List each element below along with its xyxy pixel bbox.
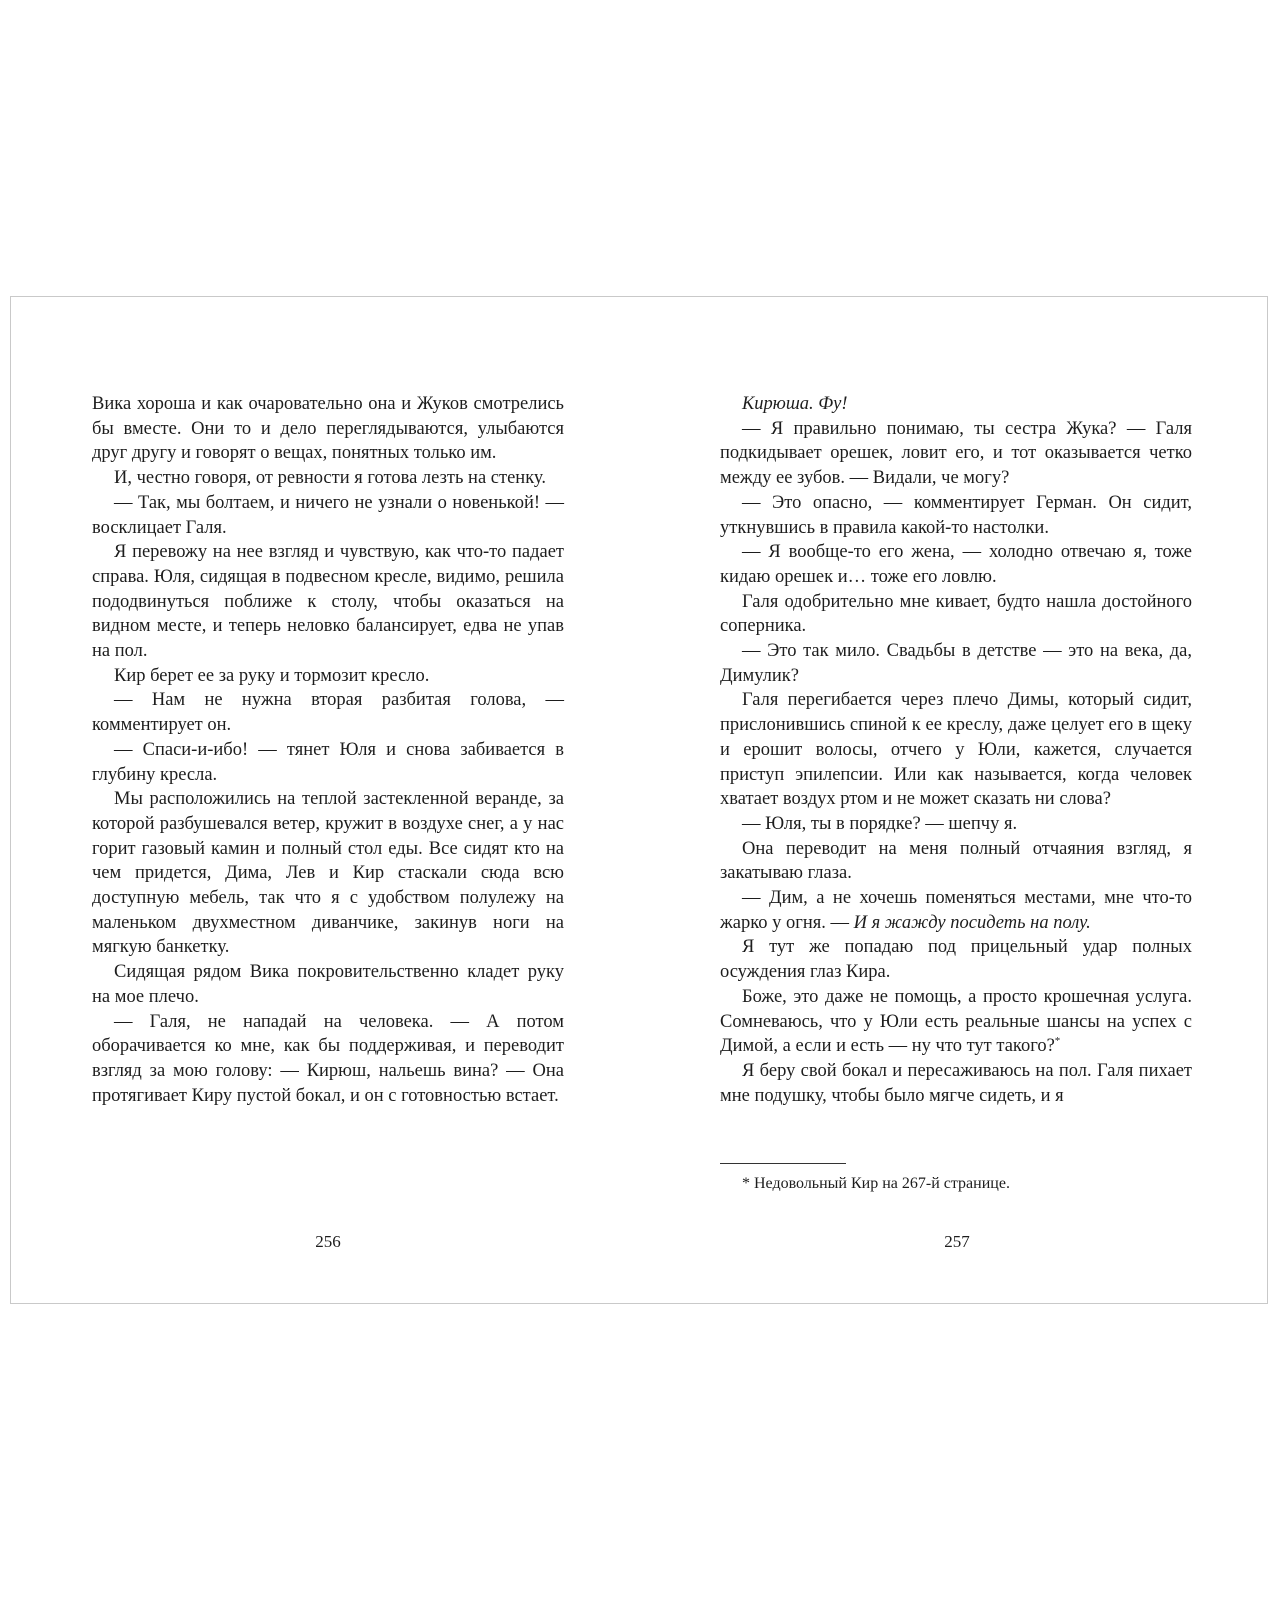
italic-opening [720, 392, 1192, 417]
paragraph: — Спаси-и-ибо! — тянет Юля и снова забивается в глубину кресла. [92, 739, 564, 785]
paragraph: — Я правильно понимаю, ты сестра Жука? — Галя подкидывает орешек, ловит его, и тот оказывается четко между ее зубов. — Видали, че могу? [720, 418, 1192, 489]
plain-text: — Дим, а не хочешь поменяться местами, мне что-то жарко у огня. — [720, 888, 1192, 933]
italic-text: Кирюша. Фу! [742, 394, 848, 414]
paragraph: — Это так мило. Свадьбы в детстве — это на века, да, Димулик? [720, 641, 1192, 686]
paragraph: И, честно говоря, от ревности я готова лезть на стенку. [114, 468, 546, 489]
paragraph-with-footnote [720, 985, 1192, 1059]
page-number-left: 256 [315, 1232, 341, 1251]
book-spread [10, 296, 1268, 1304]
paragraph: Сидящая рядом Вика покровительственно кладет руку на мое плечо. [92, 962, 564, 1007]
paragraph: — Это опасно, — комментирует Герман. Он сидит, уткнувшись в правила какой-то настолки. [720, 492, 1192, 538]
paragraph: Я перевожу на нее взгляд и чувствую, как что-то падает справа. Юля, сидящая в подвесном кресле, видимо, решила пододвинуться поближе к столу, чтобы оказаться на видном месте, и теперь неловко балансирует, едва не упав на пол. [92, 542, 564, 662]
footnote-marker: * [1054, 1035, 1061, 1048]
paragraph: Галя одобрительно мне кивает, будто нашла достойного соперника. [720, 591, 1192, 637]
paragraph: Кир берет ее за руку и тормозит кресло. [114, 665, 430, 686]
footnote: * Недовольный Кир на 267-й странице. [742, 1175, 1010, 1192]
footnote-rule [720, 1163, 846, 1164]
page-number-right: 257 [944, 1232, 970, 1251]
paragraph: — Так, мы болтаем, и ничего не узнали о новенькой! — восклицает Галя. [92, 492, 564, 538]
paragraph: Вика хороша и как очаровательно она и Жуков смотрелись бы вместе. Они то и дело переглядываются, улыбаются друг другу и говорят о вещах, понятных только им. [92, 394, 564, 464]
paragraph: — Юля, ты в порядке? — шепчу я. [742, 813, 1018, 834]
left-page-text [92, 392, 564, 1108]
paragraph: Мы расположились на теплой застекленной веранде, за которой разбушевался ветер, кружит в воздухе снег, а у нас горит газовый камин и полный стол еды. Все сидят кто на чем придется, Дима, Лев и Кир стаскали сюда всю доступную мебель, так что я с удобством полулежу на маленьком двухместном диванчике, закинув ноги на мягкую банкетку. [92, 789, 564, 958]
paragraph: Галя перегибается через плечо Димы, который сидит, прислонившись спиной к ее креслу, даже целует его в щеку и ерошит волосы, отчего у Юли, кажется, случается приступ эпилепсии. Или как называется, когда человек хватает воздух ртом и не может сказать ни слова? [720, 690, 1192, 810]
right-page-text [720, 392, 1192, 1108]
paragraph: — Галя, не нападай на человека. — А потом оборачивается ко мне, как бы поддерживая, и переводит взгляд за мою голову: — Кирюш, нальешь вина? — Она протягивает Киру пустой бокал, и он с готовностью встает. [92, 1011, 564, 1106]
italic-text: И я жажду посидеть на полу. [853, 912, 1091, 933]
paragraph: Я беру свой бокал и пересаживаюсь на пол. Галя пихает мне подушку, чтобы было мягче сидеть, и я [720, 1060, 1192, 1106]
paragraph: Она переводит на меня полный отчаяния взгляд, я закатываю глаза. [720, 838, 1192, 884]
paragraph: — Я вообще-то его жена, — холодно отвечаю я, тоже кидаю орешек и… тоже его ловлю. [720, 542, 1192, 587]
paragraph-mixed [720, 886, 1192, 935]
paragraph: — Нам не нужна вторая разбитая голова, — комментирует он. [92, 690, 564, 736]
paragraph: Я тут же попадаю под прицельный удар полных осуждения глаз Кира. [720, 937, 1192, 983]
plain-text: Боже, это даже не помощь, а просто крошечная услуга. Сомневаюсь, что у Юли есть реальные шансы на успех с Димой, а если и есть — ну что тут такого? [720, 986, 1192, 1057]
